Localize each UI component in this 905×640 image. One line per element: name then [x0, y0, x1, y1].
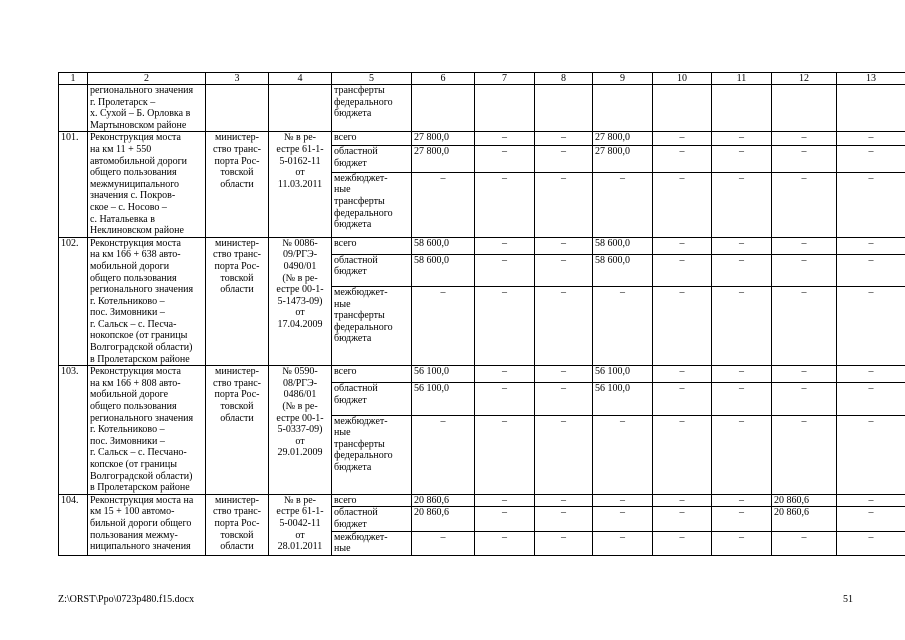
value-cell: –	[837, 494, 905, 507]
value-cell: –	[475, 237, 535, 254]
value-cell: –	[772, 531, 837, 555]
value-cell: –	[712, 146, 772, 173]
value-cell: –	[475, 494, 535, 507]
value-cell: –	[535, 494, 593, 507]
value-cell	[837, 85, 905, 132]
value-cell: –	[837, 237, 905, 254]
value-cell: –	[593, 507, 653, 531]
value-cell: –	[593, 172, 653, 237]
value-cell	[772, 85, 837, 132]
value-cell: –	[712, 415, 772, 494]
value-cell: –	[593, 287, 653, 366]
row-number-cell	[59, 85, 88, 132]
value-cell: –	[837, 507, 905, 531]
value-cell: –	[837, 132, 905, 146]
value-cell: –	[772, 237, 837, 254]
header-cell: 10	[653, 73, 712, 85]
funding-type-cell: межбюджет- ные трансферты федерального бюджета	[332, 172, 412, 237]
value-cell: –	[593, 415, 653, 494]
value-cell: 58 600,0	[593, 254, 653, 286]
value-cell: 58 600,0	[412, 254, 475, 286]
value-cell: –	[653, 287, 712, 366]
funding-type-cell: межбюджет- ные	[332, 531, 412, 555]
value-cell: –	[535, 383, 593, 415]
value-cell: –	[475, 507, 535, 531]
value-cell: –	[535, 146, 593, 173]
header-cell: 9	[593, 73, 653, 85]
page-number: 51	[843, 594, 853, 605]
funding-type-cell: областной бюджет	[332, 254, 412, 286]
value-cell	[535, 85, 593, 132]
funding-type-cell: межбюджет- ные трансферты федерального бюджета	[332, 287, 412, 366]
header-row	[59, 73, 905, 85]
customer-cell	[206, 85, 269, 132]
value-cell: –	[535, 172, 593, 237]
value-cell: –	[535, 507, 593, 531]
value-cell: 58 600,0	[412, 237, 475, 254]
header-cell: 5	[332, 73, 412, 85]
object-name-cell: регионального значения г. Пролетарск – х. Сухой – Б. Орловка в Мартыновском районе	[88, 85, 206, 132]
value-cell: –	[535, 415, 593, 494]
value-cell: –	[653, 172, 712, 237]
table-row	[59, 366, 905, 383]
funding-type-cell: всего	[332, 494, 412, 507]
value-cell: –	[475, 172, 535, 237]
value-cell: –	[712, 531, 772, 555]
document-cell: № в ре- естре 61-1- 5-0042-11 от 28.01.2011	[269, 494, 332, 555]
value-cell: –	[772, 146, 837, 173]
document-cell	[269, 85, 332, 132]
header-cell: 13	[837, 73, 905, 85]
value-cell	[712, 85, 772, 132]
header-cell: 6	[412, 73, 475, 85]
value-cell: –	[475, 531, 535, 555]
value-cell: –	[412, 287, 475, 366]
object-name-cell: Реконструкция моста на км 166 + 638 авто- мобильной дороги общего пользования регионального значения г. Котельниково – пос. Зимовники – г. Сальск – с. Песча- нокопское (от границы Волгоградской области) в Пролетарском районе	[88, 237, 206, 366]
header-cell: 7	[475, 73, 535, 85]
funding-type-cell: всего	[332, 132, 412, 146]
header-cell: 8	[535, 73, 593, 85]
value-cell: –	[712, 494, 772, 507]
value-cell	[475, 85, 535, 132]
value-cell: 27 800,0	[412, 146, 475, 173]
row-number-cell: 101.	[59, 132, 88, 237]
value-cell: –	[535, 287, 593, 366]
value-cell: –	[712, 507, 772, 531]
value-cell: –	[837, 383, 905, 415]
funding-type-cell: всего	[332, 237, 412, 254]
value-cell: 20 860,6	[412, 507, 475, 531]
value-cell: –	[772, 415, 837, 494]
value-cell: 56 100,0	[412, 366, 475, 383]
customer-cell: министер- ство транс- порта Рос- товской области	[206, 494, 269, 555]
value-cell: –	[837, 146, 905, 173]
table-row	[59, 494, 905, 507]
value-cell: –	[653, 146, 712, 173]
value-cell: –	[653, 531, 712, 555]
value-cell: –	[712, 366, 772, 383]
value-cell: –	[712, 287, 772, 366]
value-cell: –	[475, 146, 535, 173]
value-cell: 20 860,6	[772, 494, 837, 507]
value-cell: –	[593, 494, 653, 507]
value-cell: –	[653, 507, 712, 531]
value-cell: –	[712, 383, 772, 415]
header-cell: 1	[59, 73, 88, 85]
value-cell: –	[475, 132, 535, 146]
customer-cell: министер- ство транс- порта Рос- товской области	[206, 132, 269, 237]
row-number-cell: 104.	[59, 494, 88, 555]
value-cell: 27 800,0	[412, 132, 475, 146]
document-cell: № 0086- 09/РГЭ- 0490/01 (№ в ре- естре 00-1- 5-1473-09) от 17.04.2009	[269, 237, 332, 366]
value-cell: 20 860,6	[412, 494, 475, 507]
value-cell: –	[837, 415, 905, 494]
value-cell	[653, 85, 712, 132]
value-cell: –	[535, 237, 593, 254]
header-cell: 11	[712, 73, 772, 85]
customer-cell: министер- ство транс- порта Рос- товской области	[206, 237, 269, 366]
value-cell: –	[535, 366, 593, 383]
value-cell	[593, 85, 653, 132]
value-cell: –	[837, 287, 905, 366]
value-cell: 20 860,6	[772, 507, 837, 531]
footer-file-path: Z:\ORST\Ppo\0723p480.f15.docx	[58, 594, 195, 605]
value-cell: 56 100,0	[412, 383, 475, 415]
value-cell: 58 600,0	[593, 237, 653, 254]
value-cell: –	[712, 254, 772, 286]
value-cell: –	[772, 254, 837, 286]
value-cell: 27 800,0	[593, 146, 653, 173]
customer-cell: министер- ство транс- порта Рос- товской области	[206, 366, 269, 495]
value-cell: –	[475, 254, 535, 286]
continuation-row	[59, 85, 905, 132]
value-cell: –	[653, 132, 712, 146]
funding-type-cell: трансферты федерального бюджета	[332, 85, 412, 132]
value-cell: –	[475, 366, 535, 383]
funding-type-cell: межбюджет- ные трансферты федерального бюджета	[332, 415, 412, 494]
value-cell: –	[837, 172, 905, 237]
value-cell: –	[712, 132, 772, 146]
value-cell: –	[772, 383, 837, 415]
value-cell: –	[653, 366, 712, 383]
value-cell: –	[772, 366, 837, 383]
row-number-cell: 103.	[59, 366, 88, 495]
value-cell: –	[412, 172, 475, 237]
document-cell: № в ре- естре 61-1- 5-0162-11 от 11.03.2011	[269, 132, 332, 237]
funding-type-cell: областной бюджет	[332, 383, 412, 415]
value-cell	[412, 85, 475, 132]
value-cell: –	[653, 494, 712, 507]
header-cell: 4	[269, 73, 332, 85]
value-cell: –	[535, 132, 593, 146]
header-cell: 12	[772, 73, 837, 85]
value-cell: –	[653, 383, 712, 415]
header-cell: 3	[206, 73, 269, 85]
value-cell: –	[712, 237, 772, 254]
value-cell: –	[837, 254, 905, 286]
object-name-cell: Реконструкция моста на км 15 + 100 автомо- бильной дороги общего пользования межму- ниципального значения	[88, 494, 206, 555]
document-cell: № 0590- 08/РГЭ- 0486/01 (№ в ре- естре 00-1- 5-0337-09) от 29.01.2009	[269, 366, 332, 495]
value-cell: 27 800,0	[593, 132, 653, 146]
header-cell: 2	[88, 73, 206, 85]
object-name-cell: Реконструкция моста на км 11 + 550 автомобильной дороги общего пользования межмуниципального значения с. Покров- ское – с. Носово – с. Натальевка в Неклиновском районе	[88, 132, 206, 237]
value-cell: –	[837, 531, 905, 555]
table-row	[59, 237, 905, 254]
value-cell: –	[412, 531, 475, 555]
value-cell: 56 100,0	[593, 383, 653, 415]
row-number-cell: 102.	[59, 237, 88, 366]
value-cell: –	[593, 531, 653, 555]
value-cell: –	[535, 254, 593, 286]
value-cell: –	[772, 172, 837, 237]
value-cell: –	[475, 287, 535, 366]
value-cell: –	[653, 254, 712, 286]
table-row	[59, 132, 905, 146]
value-cell: –	[653, 237, 712, 254]
value-cell: –	[837, 366, 905, 383]
value-cell: –	[712, 172, 772, 237]
funding-type-cell: областной бюджет	[332, 146, 412, 173]
value-cell: –	[535, 531, 593, 555]
funding-type-cell: областной бюджет	[332, 507, 412, 531]
financing-table	[58, 72, 905, 556]
value-cell: –	[772, 132, 837, 146]
object-name-cell: Реконструкция моста на км 166 + 808 авто- мобильной дороге общего пользования регионального значения г. Котельниково – пос. Зимовники – г. Сальск – с. Песчано- копское (от границы Волгоградской области) в Пролетарском районе	[88, 366, 206, 495]
value-cell: 56 100,0	[593, 366, 653, 383]
value-cell: –	[412, 415, 475, 494]
value-cell: –	[772, 287, 837, 366]
value-cell: –	[653, 415, 712, 494]
value-cell: –	[475, 415, 535, 494]
funding-type-cell: всего	[332, 366, 412, 383]
value-cell: –	[475, 383, 535, 415]
